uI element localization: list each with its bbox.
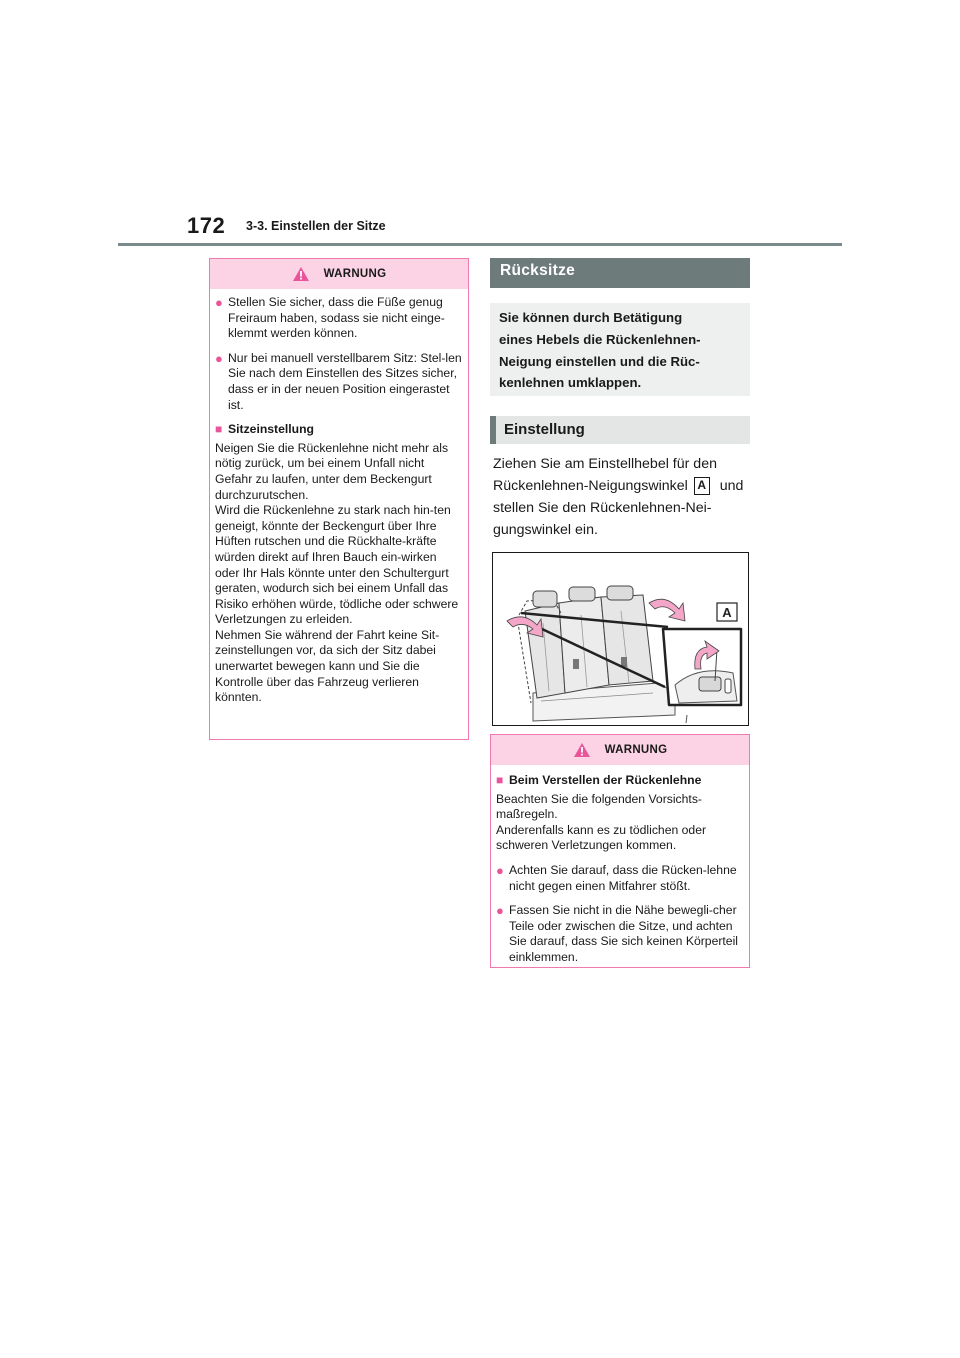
warning-triangle-icon [292, 266, 310, 282]
instruction-text-after: und stellen Sie den Rückenlehnen-Nei-gungswinkel ein. [493, 478, 744, 538]
warning-header [491, 735, 749, 765]
warning-title: WARNUNG [604, 744, 668, 756]
warning-text: Neigen Sie die Rückenlehne nicht mehr als nötig zurück, um bei einem Unfall nicht Gefahr zu laufen, unter dem Beckengurt durchzurutschen. Wird die Rückenlehne zu stark nach hin-ten geneigt, könnte der Beckengurt über Ihre Hüften rutschen und die Rückhalte-kräfte würden direkt auf Ihren Bauch ein-wirken oder Ihr Hals könnte unter den Schultergurt geraten, wodurch sich bei einem Unfall das Risiko erhöhen würde, tödliche oder schwere Verletzungen zu erleiden. Nehmen Sie während der Fahrt keine Sit-zeinstellungen vor, da sich der Sitz dabei unerwartet bewegen kann und Sie die Kontrolle über das Fahrzeug verlieren könnten. [215, 440, 459, 705]
warning-bullet [496, 903, 743, 965]
warning-subheading [215, 422, 462, 438]
bullet-dot-icon: ● [496, 903, 504, 919]
warning-bullet [496, 863, 743, 894]
rear-seat-illustration [492, 552, 749, 726]
header-divider [118, 243, 842, 246]
bullet-dot-icon: ● [496, 862, 504, 878]
warning-box-left [209, 258, 469, 740]
warning-bullet-text: Nur bei manuell verstellbarem Sitz: Stel-len Sie nach dem Einstellen des Sitzes sicher, dass er in der neuen Position eingerastet ist. [228, 350, 462, 412]
warning-box-right [490, 734, 750, 968]
section-title: 3-3. Einstellen der Sitze [246, 219, 386, 233]
instruction-text-before: Ziehen Sie am Einstellhebel für den Rückenlehnen-Neigungswinkel [493, 456, 717, 494]
square-bullet-icon: ■ [496, 773, 504, 787]
bullet-dot-icon: ● [215, 295, 223, 310]
warning-bullet [215, 351, 462, 413]
warning-subheading-text: Sitzeinstellung [228, 422, 314, 437]
warning-subheading-text: Beim Verstellen der Rückenlehne [509, 773, 702, 787]
page-number: 172 [187, 213, 226, 238]
warning-text: Beachten Sie die folgenden Vorsichts-maßregeln. Anderenfalls kann es zu tödlichen oder schweren Verletzungen kommen. [496, 791, 707, 853]
warning-title: WARNUNG [323, 268, 387, 280]
warning-subheading [496, 773, 743, 789]
warning-bullet-text: Fassen Sie nicht in die Nähe bewegli-cher Teile oder zwischen die Sitze, und achten Sie darauf, dass Sie sich keinen Körperteil einklemmen. [509, 903, 738, 964]
warning-bullet-text: Achten Sie darauf, dass die Rücken-lehne nicht gegen einen Mitfahrer stößt. [509, 862, 737, 893]
rear-seats-intro: Sie können durch Betätigung eines Hebels die Rückenlehnen- Neigung einstellen und die Rüc- kenlehnen umklappen. [490, 303, 750, 396]
bullet-dot-icon: ● [215, 350, 223, 366]
square-bullet-icon: ■ [215, 422, 223, 437]
adjustment-heading: Einstellung [490, 416, 750, 444]
warning-bullet [215, 295, 462, 342]
callout-label: A [694, 477, 710, 495]
seat-drawing [493, 553, 748, 725]
warning-triangle-icon [573, 742, 591, 758]
warning-bullet-text: Stellen Sie sicher, dass die Füße genug Freiraum haben, sodass sie nicht einge-klemmt werden können. [228, 295, 445, 341]
adjustment-instruction [493, 453, 755, 541]
figure-label: A [722, 605, 732, 620]
warning-header [210, 259, 468, 289]
rear-seats-heading: Rücksitze [490, 258, 750, 288]
